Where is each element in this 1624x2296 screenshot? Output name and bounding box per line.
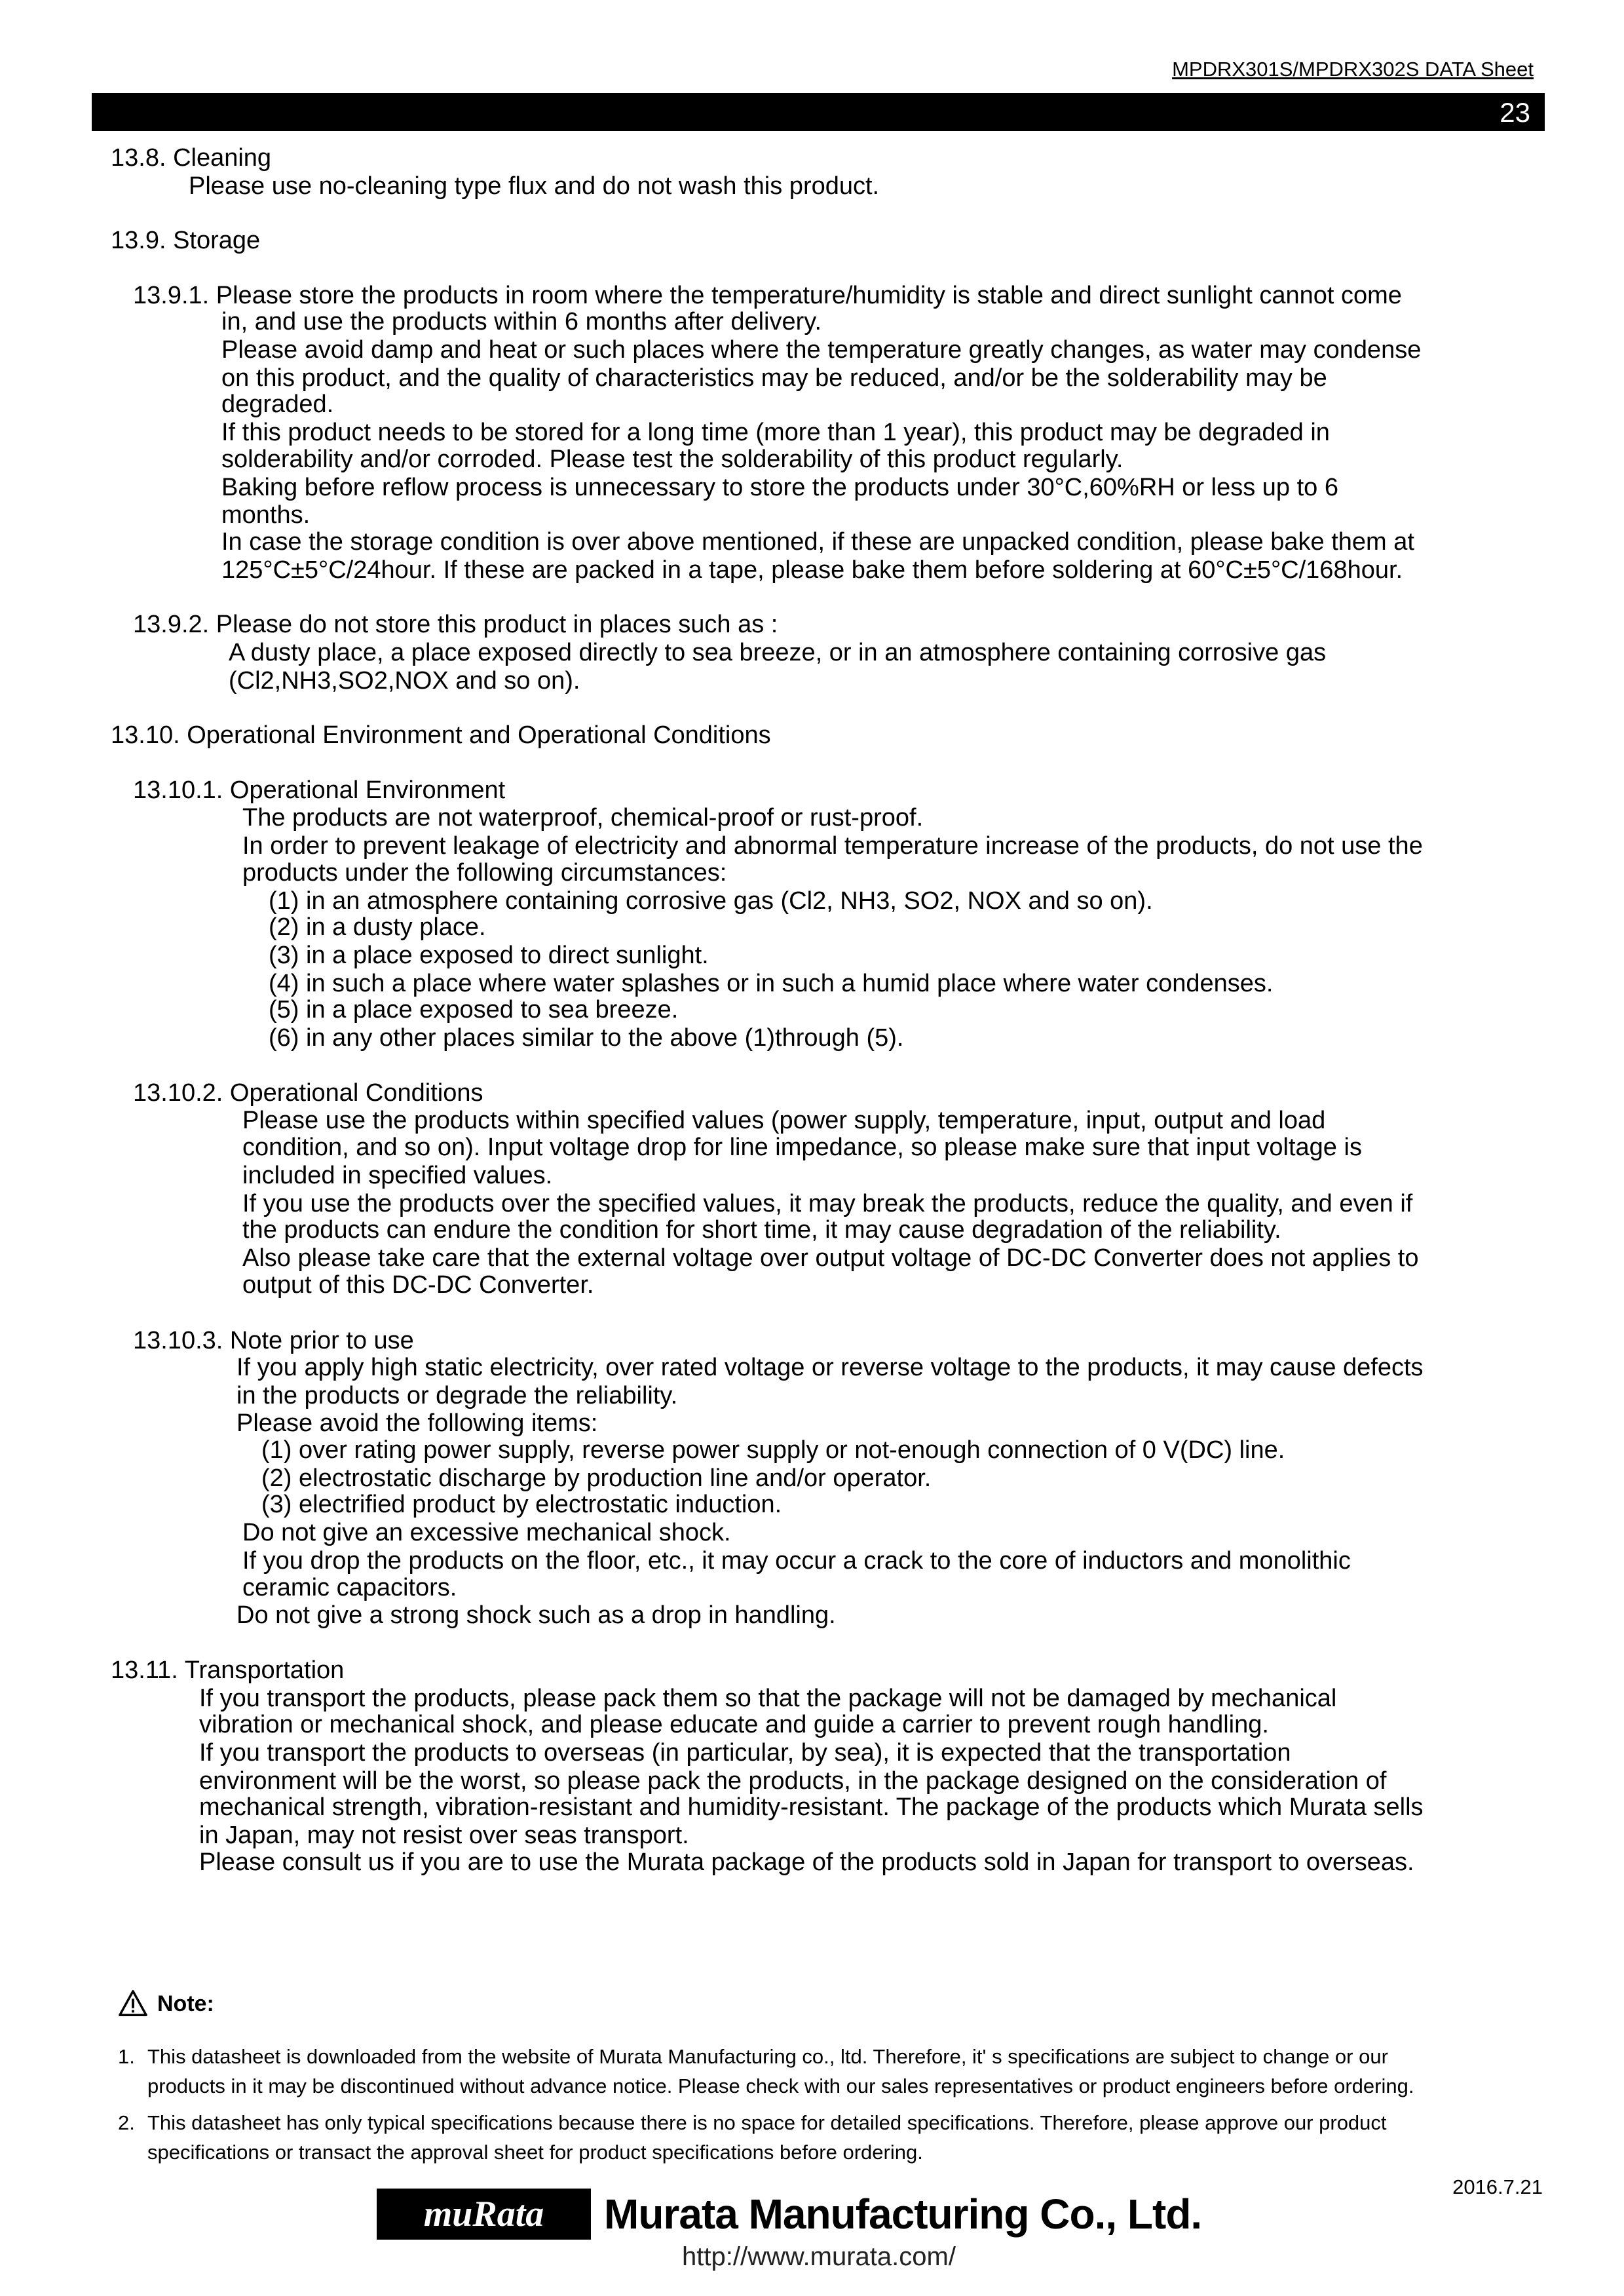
- list-item: (2) electrostatic discharge by production line and/or operator.: [261, 1464, 932, 1492]
- section-heading: 13.9. Storage: [111, 227, 261, 254]
- text-line: 125°C±5°C/24hour. If these are packed in a tape, please bake them before soldering at 60°C±5°C/168hour.: [221, 556, 1403, 584]
- list-item: (1) in an atmosphere containing corrosive gas (Cl2, NH3, SO2, NOX and so on).: [269, 887, 1153, 915]
- text-line: Also please take care that the external voltage over output voltage of DC-DC Converter does not applies to: [242, 1244, 1419, 1272]
- note-text: This datasheet has only typical specifications because there is no space for detailed specifications. Therefore, please approve our product: [147, 2111, 1387, 2134]
- text-line: solderability and/or corroded. Please test the solderability of this product regularly.: [221, 446, 1124, 473]
- list-item: (3) in a place exposed to direct sunlight.: [269, 942, 709, 969]
- text-line: (Cl2,NH3,SO2,NOX and so on).: [229, 667, 580, 695]
- text-line: In case the storage condition is over above mentioned, if these are unpacked condition, please bake them at: [221, 528, 1414, 556]
- note-number: 1.: [118, 2045, 135, 2068]
- text-line: A dusty place, a place exposed directly to sea breeze, or in an atmosphere containing corrosive gas: [229, 639, 1327, 666]
- text-line: Baking before reflow process is unnecessary to store the products under 30°C,60%RH or less up to 6: [221, 474, 1338, 501]
- text-line: The products are not waterproof, chemical-proof or rust-proof.: [242, 804, 924, 832]
- text-line: environment will be the worst, so please pack the products, in the package designed on the consideration of: [199, 1767, 1387, 1795]
- note-number: 2.: [118, 2111, 135, 2134]
- section-heading: 13.10. Operational Environment and Operational Conditions: [111, 721, 771, 749]
- list-item: (1) over rating power supply, reverse power supply or not-enough connection of 0 V(DC) line.: [261, 1436, 1285, 1464]
- section-heading: 13.11. Transportation: [111, 1656, 345, 1684]
- text-line: the products can endure the condition for short time, it may cause degradation of the reliability.: [242, 1216, 1281, 1244]
- text-line: in the products or degrade the reliability.: [236, 1382, 678, 1409]
- text-line: Please use the products within specified values (power supply, temperature, input, output and load: [242, 1107, 1326, 1134]
- text-line: condition, and so on). Input voltage drop for line impedance, so please make sure that input voltage is: [242, 1134, 1362, 1161]
- text-line: output of this DC-DC Converter.: [242, 1271, 594, 1299]
- subsection-heading: 13.10.2. Operational Conditions: [133, 1079, 483, 1107]
- text-line: If you drop the products on the floor, etc., it may occur a crack to the core of inductors and monolithic: [242, 1547, 1351, 1575]
- section-heading: 13.8. Cleaning: [111, 144, 272, 172]
- text-line: months.: [221, 501, 311, 529]
- company-url[interactable]: http://www.murata.com/: [682, 2242, 956, 2271]
- text-line: Please consult us if you are to use the Murata package of the products sold in Japan for transport to overseas.: [199, 1848, 1414, 1876]
- list-item: (4) in such a place where water splashes or in such a humid place where water condenses.: [269, 970, 1274, 997]
- text-line: If you use the products over the specified values, it may break the products, reduce the quality, and even if: [242, 1190, 1413, 1217]
- text-line: on this product, and the quality of characteristics may be reduced, and/or be the solderability may be: [221, 364, 1327, 392]
- text-line: included in specified values.: [242, 1162, 553, 1189]
- note-heading: [118, 1989, 214, 2019]
- note-text: This datasheet is downloaded from the website of Murata Manufacturing co., ltd. Therefore, it' s specifications are subject to change or our: [147, 2045, 1388, 2068]
- text-line: If this product needs to be stored for a long time (more than 1 year), this product may be degraded in: [221, 419, 1330, 446]
- text-line: vibration or mechanical shock, and please educate and guide a carrier to prevent rough handling.: [199, 1711, 1269, 1738]
- page-number: 23: [1500, 97, 1530, 128]
- subsection-line: 13.9.1. Please store the products in room where the temperature/humidity is stable and direct sunlight cannot come: [133, 282, 1402, 309]
- text-line: in, and use the products within 6 months after delivery.: [221, 308, 822, 335]
- list-item: (5) in a place exposed to sea breeze.: [269, 996, 679, 1024]
- company-name: Murata Manufacturing Co., Ltd.: [604, 2191, 1202, 2238]
- text-line: Please avoid the following items:: [236, 1409, 598, 1437]
- document-title: MPDRX301S/MPDRX302S DATA Sheet: [1172, 58, 1534, 81]
- note-text: specifications or transact the approval sheet for product specifications before ordering.: [147, 2141, 923, 2164]
- subsection-line: 13.9.2. Please do not store this product in places such as :: [133, 611, 778, 638]
- text-line: Do not give a strong shock such as a drop in handling.: [236, 1601, 836, 1629]
- text-line: If you transport the products to overseas (in particular, by sea), it is expected that the transportation: [199, 1739, 1291, 1767]
- document-date: 2016.7.21: [1452, 2175, 1543, 2198]
- note-title: Note:: [157, 1991, 214, 2016]
- text-line: In order to prevent leakage of electricity and abnormal temperature increase of the products, do not use the: [242, 832, 1423, 860]
- text-line: mechanical strength, vibration-resistant and humidity-resistant. The package of the products which Murata sells: [199, 1793, 1424, 1821]
- text-line: Do not give an excessive mechanical shock.: [242, 1519, 731, 1546]
- list-item: (2) in a dusty place.: [269, 913, 486, 941]
- warning-icon: [118, 1989, 148, 2019]
- list-item: (3) electrified product by electrostatic induction.: [261, 1491, 782, 1518]
- subsection-heading: 13.10.3. Note prior to use: [133, 1327, 414, 1354]
- note-text: products in it may be discontinued without advance notice. Please check with our sales representatives or product engineers before ordering.: [147, 2075, 1414, 2097]
- text-line: If you transport the products, please pack them so that the package will not be damaged by mechanical: [199, 1685, 1337, 1712]
- text-line: ceramic capacitors.: [242, 1574, 457, 1601]
- murata-logo: muRata: [377, 2189, 591, 2240]
- subsection-heading: 13.10.1. Operational Environment: [133, 776, 506, 804]
- list-item: (6) in any other places similar to the above (1)through (5).: [269, 1024, 904, 1052]
- text-line: products under the following circumstances:: [242, 859, 727, 887]
- header-bar: [92, 93, 1545, 131]
- text-line: Please use no-cleaning type flux and do not wash this product.: [189, 172, 880, 200]
- text-line: Please avoid damp and heat or such places where the temperature greatly changes, as water may condense: [221, 336, 1422, 364]
- text-line: degraded.: [221, 391, 334, 418]
- text-line: If you apply high static electricity, over rated voltage or reverse voltage to the products, it may cause defects: [236, 1354, 1424, 1381]
- text-line: in Japan, may not resist over seas transport.: [199, 1822, 689, 1849]
